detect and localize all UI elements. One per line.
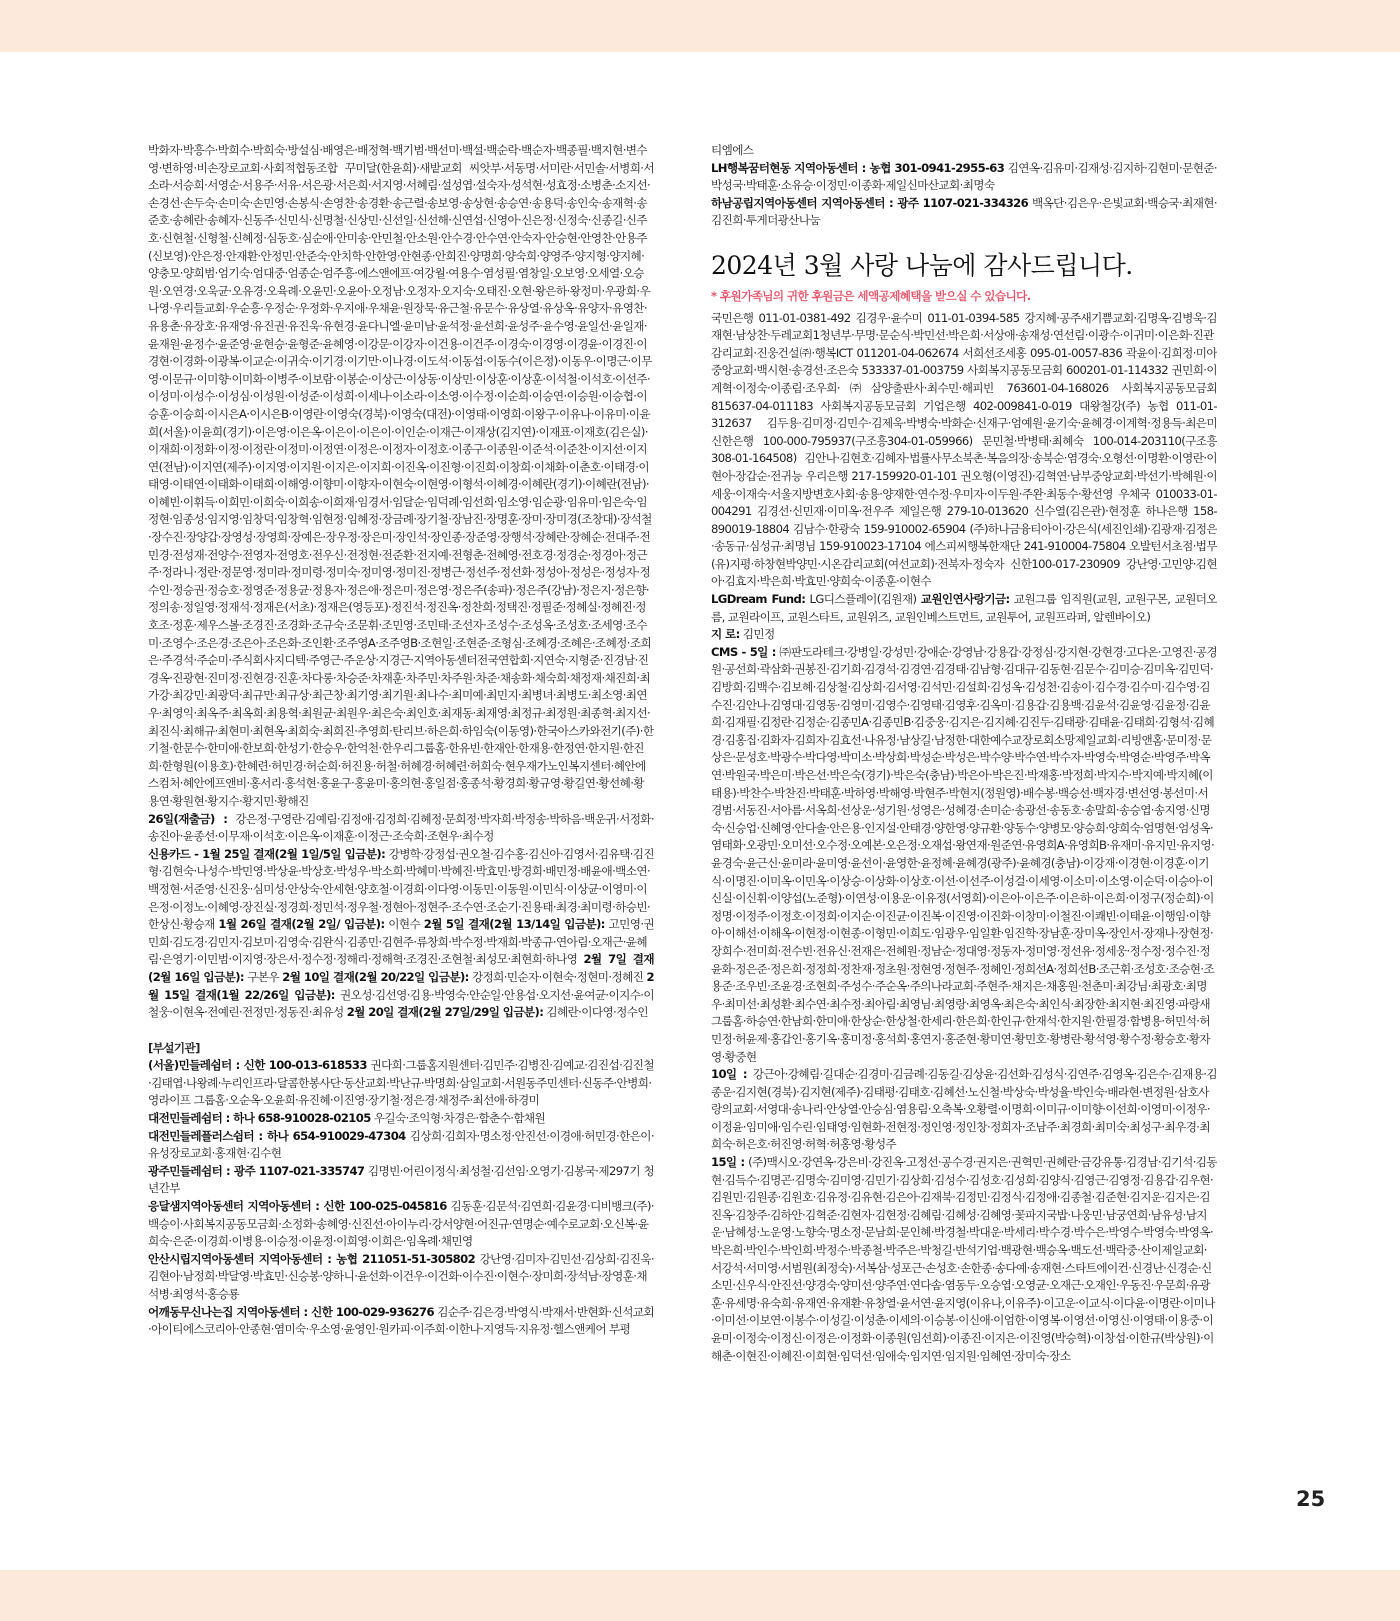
card-label-2: 1월 26일 결재(2월 2일/ 입금분): — [218, 917, 385, 932]
right-donor-column — [711, 142, 1217, 1502]
daejeon-shelter-donors — [148, 1110, 654, 1128]
lg-fund-names: LG디스플레이(김원재) — [809, 592, 917, 607]
reissue-donor-list — [148, 811, 654, 846]
hanam-center-label: 하남공립지역아동센터 지역아동센터 : 광주 1107-021-334326 — [711, 195, 1029, 210]
card-label-3: 2월 5일 결재(2월 13/14일 입금분): — [423, 917, 605, 932]
cms-label: CMS - 5일 : — [711, 644, 776, 659]
day10-label: 10일 : — [711, 1067, 747, 1082]
daejeon-shelter-names: 우길숙·조익형·차경은·함춘수·함채원 — [373, 1111, 546, 1126]
reissue-names: 강은정·구영란·김예림·김정애·김정희·김혜정·문희정·박자희·박정송·박하음·백운귀·서정화·송진아·윤종선·이무재·이석호·이은옥·이재훈·이정근·조숙희·조현우·최수정 — [148, 811, 654, 844]
card-names-6: 권오성·김선영·김용·박영숙·안순일·안용섭·오지선·윤여균·이지수·이철웅·이현옥·전예린·전정민·정동진·최유성 — [148, 987, 654, 1020]
teacher-fund-names: 교원그룹 임직원(교원, 교원구몬, 교원더오름, 교원라이프, 교원스타트, 교원위즈, 교원인베스트먼트, 교원투어, 교원프라퍼, 알렌바이오) — [711, 592, 1217, 624]
fund-donor-list — [711, 591, 1217, 626]
ungdal-center-label: 응달샘지역아동센터 지역아동센터 : 신한 100-025-045816 — [148, 1199, 447, 1214]
day10-names: 강근아·강혜림·길대순·김경미·김금례·김동길·김상윤·김선화·김성식·김연주·김영옥·김은수·김재용·김종운·김지현(경북)·김지현(제주)·김태평·김태호·김혜선·노신철·박상숙·박성율·박인숙·배라현·변정원·삼호사랑의교회·서영대·송나리·안상열·안승심·염용림·오축복·오황렬·이명희·이미규·이미향·이선희·이영미·이정우·이정윤·임미애·임수린·임태영·임현화·전현정·정인영·정인창·정희자·조남주·최경희·최미숙·최성구·최우경·최희숙·허은호·허진영·허혁·허홍영·황성주 — [711, 1067, 1217, 1152]
page-number: 25 — [1296, 1487, 1326, 1511]
section-gap — [148, 1022, 654, 1040]
gwangju-shelter-donors — [148, 1163, 654, 1198]
card-names-1: 강병학·강정섭·권오철·김수홍·김신아·김영서·김유택·김진형·김현숙·나성수·박민영·박상윤·박상호·박성우·박소희·박혜미·박혜진·박효민·방경희·배민정·배윤애·백소연·백정현·서준영·신진웅·심미성·안상숙·안세현·양호철·이경희·이다영·이동민·이동원·이민식·이상균·이영미·이은정·이정노·이혜영·장진실·정경희·정민석·정우철·정현아·정현주·조수연·조순기·진용태·최경·최미령·하승빈·한상신·황승재 — [148, 846, 654, 932]
eoggae-center-names: 김순주·김은경·박영식·박재서·반현화·신석교회·아이티에스코리아·안종현·염미숙·우소영·윤영인·원카피·이주희·이한나·지영득·지유정·헬스앤케어 부평 — [148, 1304, 654, 1337]
lg-fund-label: LGDream Fund: — [711, 592, 806, 607]
lh-center-names: 김연옥·김유미·김재성·김지하·김현미·문현준·박성국·박태훈·소유승·이정민·이종화·제일신마산교회·최명숙 — [711, 160, 1217, 193]
daejeon-plus-label: 대전민들레플러스쉼터 : 하나 654-910029-47304 — [148, 1128, 406, 1143]
continued-text: 티엠에스 — [711, 143, 754, 157]
hanam-center-names: 백옥단·김은우·은빛교회·백승국·최재현·김진희·투게더광산나눔 — [711, 195, 1217, 228]
card-label-6: 2월 15일 결재(1월 22/26일 입금분): — [148, 969, 654, 1002]
day15-label: 15일 : — [711, 1155, 745, 1170]
daejeon-shelter-label: 대전민들레쉼터 : 하나 658-910028-02105 — [148, 1111, 371, 1126]
day15-donor-list — [711, 1154, 1217, 1365]
day15-names: (주)맥시오·강연옥·강은비·강진옥·고정선·공수경·권지은·권혁민·권혜란·금강유통·김경남·김기석·김동현·김득수·김명곤·김명숙·김미영·김민기·김상희·김성수·김성호·김성희·김양식·김영근·김영정·김용갑·김우현·김원민·김원종·김원호·김유정·김유현·김은아·김재북·김정민·김정식·김정애·김종철·김준현·김지운·김지은·김진옥·김창주·김하안·김혁준·김현자·김현정·김혜림·김혜성·김혜영·꽃파지국밥·나웅민·남궁연희·남유성·남지운·남혜성·노운영·노향숙·명소정·문남희·문인혜·박경철·박대운·박세리·박수경·박수은·박영수·박영숙·박영옥·박은희·박인수·박인희·박정수·박종철·박주은·박청길·반석기업·백광현·백승옥·백도선·백락중·산이제일교회·서강석·서미영·서범원(최정숙)·서복삼·성포근·손성호·손한종·송다예·송재현·스타트에이컨·신경난·신경순·신소민·신우식·안진선·양경숙·양미선·양주연·연다솜·염동두·오승엽·오영균·오재근·오재인·우동진·우문희·유광훈·유세명·유숙희·유재연·유재환·유창열·윤서연·윤지영(이유나,이유주)·이고운·이교식·이다윤·이명란·이미나·이미선·이보연·이봉수·이성길·이성춘·이세의·이승봉·이신애·이엄한·이영복·이영선·이영신·이영태·이용중·이윤미·이정숙·이정신·이정은·이정화·이종원(임선희)·이종진·이지은·이진영(박승혁)·이창섭·이한규(박상원)·이해춘·이현진·이혜진·이희현·임덕선·임애숙·임지연·임지원·임혜연·장미숙·장소 — [711, 1155, 1217, 1363]
ansan-center-names: 강난영·김미자·김민선·김상희·김진욱·김현아·남정희·박달영·박효민·신승봉·양하니·윤선화·이건우·이건화·이수진·이현수·장미희·장석남·장영훈·채석병·최영석·홍승룡 — [148, 1251, 654, 1301]
reissue-label: 26일(재출금) : — [148, 811, 228, 826]
cms-names: ㈜판도라테크·강병일·강성민·강애순·강영남·강용갑·강정심·강지현·강현경·고다온·고영진·공경원·공선희·곽삼화·권봉진·김기희·김경석·김경연·김경태·김남형·김대규·김동현·김문수·김미승·김미옥·김민덕·김방희·김백수·김보혜·김상철·김상희·김서영·김석민·김설희·김성옥·김성천·김송이·김수경·김수미·김수영·김수진·김안나·김영대·김영동·김영미·김영수·김영태·김영후·김옥미·김용갑·김용백·김윤석·김윤영·김윤정·김윤희·김재필·김정란·김정순·김종민A·김종민B·김중웅·김지은·김지혜·김진두·김태광·김태윤·김태희·김형석·김혜경·김홍집·김화자·김희자·김효선·나유정·남상길·남정한·대한예수교장로회소망제일교회·리빙앤홈·문미정·문상은·문성호·박광수·박다영·박미소·박상희·박성순·박성은·박수양·박수연·박수자·박영숙·박영순·박영주·박옥연·박원국·박은미·박은선·박은숙(경기)·박은숙(충남)·박은아·박은진·박재홍·박정희·박지수·박지예·박지혜(이태용)·박찬수·박찬진·박태훈·박하영·박해영·박현주·박현지(정원영)·배수봉·백승선·백자경·변선영·봉선미·서경범·서동진·서아름·서옥희·선상운·성기원·성영은·성혜경·손미순·송광선·송동호·송말희·송승엽·송지영·신명숙·신승업·신혜영·안다솔·안은용·인지설·안태경·양한영·양규환·양동수·양병모·양승희·양희숙·엄명현·엄성옥·염태화·오광민·오미선·오수정·오예본·오은정·오재섭·왕연재·원준연·유영희A·유영희B·유재미·유지민·유지영·윤경숙·윤근신·윤미라·윤미영·윤선이·윤영한·윤정혜·윤혜경(광주)·윤혜경(충남)·이강재·이경현·이경훈·이기식·이명진·이미옥·이민옥·이상승·이상화·이상호·이선·이선주·이성걸·이세영·이소미·이소영·이순덕·이승아·이신실·이신휘·이양섭(노준형)·이연성·이용운·이유정(서영희)·이은아·이은주·이은하·이은희·이정구(정순희)·이정명·이정주·이정호·이정희·이지순·이진균·이진복·이진영·이진화·이창미·이철진·이쾌빈·이태윤·이행임·이향아·이해선·이해옥·이현정·이현종·이형민·이희도·임광우·임일환·임진학·장남훈·장미옥·장인서·장재나·장현정·장희수·전미희·전수빈·전유신·전재은·전혜원·정남순·정대영·정동자·정미영·정선유·정세웅·정수정·정수진·정윤화·정은준·정은희·정정희·정찬재·정초원·정현영·정현주·정혜인·정희선A·정희선B·조근휘·조성호·조승현·조용준·조우빈·조윤경·조현희·주성수·주순옥·주의나라교회·주현주·채지은·채홍원·천춘미·최강님·최광호·최명우·최미선·최성환·최수연·최수정·최아림·최영님·최영랑·최영옥·최은숙·최인식·최장한·최지현·최진영·파랑새그룹홈·하승연·한남희·한미애·한상순·한상철·한세리·한은희·한인규·한재석·한지원·한필경·함병용·허민석·허민정·허윤제·홍갑인·홍기옥·홍미정·홍석희·홍연지·홍준현·황미연·황민호·황병란·황석영·황수정·황승호·황자영·황중현 — [711, 644, 1217, 1064]
card-label-7: 2월 20일 결재(2월 27일/29일 입금분): — [346, 1005, 544, 1020]
eoggae-center-donors — [148, 1304, 654, 1339]
affiliated-section-title: [부설기관] — [148, 1040, 200, 1055]
donor-list-continued: 박화자·박흥수·박희수·박희숙·방설심·배영은·배정혁·백기범·백선미·백설·백순락·백순자·백종필·백지현·변수영·변하영·비손장로교회·사회적협동조합 꾸미달(한윤희)·새밭교회 씨앗부·서동명·서미란·서민솔·서병희·서소라·서승희·서영순·서용주·서유·서은광·서은희·서지영·서혜림·설성엽·설숙자·성석현·성효정·소병춘·소지선·손경선·손두숙·손미숙·손민영·손봉식·손영찬·송경환·송근렬·송보영·송상현·송승연·송용덕·송인숙·송재혁·송준호·송혜란·송혜자·신동주·신민식·신명철·신상민·신선일·신선해·신연섭·신영아·신은정·신정숙·신종길·신주호·신현철·신형철·신혜정·심동호·심순애·안미송·안민철·안소원·안수경·안수연·안숙자·안승현·안영찬·안용주(신보영)·안은정·안재환·안정민·안준숙·안치학·안한영·안현종·안희진·양명희·양숙희·양영주·양지형·양지혜·양충모·양희범·엄기숙·엄대중·엄종순·엄주흥·에스앤에프·여강월·여용수·염성필·염창일·오보영·오세열·오승원·오연경·오욱균·오유경·오육례·오윤민·오윤아·오정남·오정자·오지숙·오태진·오현·왕은하·왕정미·우광희·우나영·우리들교회·우순흥·우정순·우정화·우지애·우채윤·원장묵·유근철·유문수·유상열·유상옥·유양자·유영찬·유용춘·유장호·유재영·유진권·유진욱·유현경·윤다니엘·윤미남·윤석정·윤선희·윤성주·윤수영·윤일선·윤일재·윤재원·윤정수·윤준영·윤현승·윤형준·윤혜영·이강문·이강자·이건용·이건주·이경숙·이경영·이경윤·이경진·이경현·이경화·이광복·이교순·이귀숙·이기경·이기만·이나경·이도석·이동섭·이동수(이은정)·이동우·이명근·이무영·이문규·이미향·이미화·이병주·이보람·이봉순·이상근·이상동·이상민·이상훈·이상훈·이석철·이석호·이선주·이성미·이성수·이성심·이성원·이성준·이성희·이세나·이소라·이소영·이수정·이순희·이승연·이승원·이승협·이승훈·이승희·이시은A·이시은B·이영란·이영숙(경북)·이영숙(대전)·이영태·이영희·이왕구·이유나·이유미·이윤희(서울)·이윤희(경기)·이은영·이은옥·이은이·이은이·이인순·이재근·이재상(김지연)·이재표·이재호(김은실)·이재희·이정화·이정·이정란·이정미·이정연·이정은·이정자·이정호·이종구·이종원·이준석·이준찬·이지선·이지연(전남)·이지연(제주)·이지영·이지원·이지은·이지희·이진옥·이진형·이진희·이창희·이채화·이춘호·이태경·이태영·이태연·이태화·이태희·이해영·이향미·이향자·이현숙·이현영·이형석·이혜경·이혜란(경기)·이혜란(전남)·이혜빈·이휘득·이희민·이희숙·이희송·이희재·임경서·임달순·임덕례·임선희·임소영·임순광·임유미·임은숙·임정현·임종성·임지영·임창덕·임창혁·임현정·임혜정·장금례·장기철·장남진·장명훈·장미·장미경(조창대)·장석철·장수진·장양갑·장영성·장영희·장예은·장우정·장은미·장인석·장인종·장준영·장행석·장혜란·장혜순·전대주·전민경·전성재·전양수·전영자·전영호·전우신·전정현·전준환·전지예·전형춘·전혜영·전호경·정경순·정경아·정근주·정라니·정란·정문영·정미라·정미령·정미숙·정미영·정미진·정병근·정선주·정선화·정성아·정성은·정성자·정수인·정승권·정승호·정영준·정용균·정용자·정은애·정은미·정은영·정은주(송파)·정은주(강남)·정은지·정은향·정의송·정일영·정재석·정재은(서초)·정재은(영등포)·정진석·정진옥·정찬희·정택진·정필준·정혜실·정혜진·정호조·정훈·제우스볼·조경진·조경화·조규숙·조문휘·조민영·조민태·조선자·조성수·조성옥·조성호·조세영·조수미·조영수·조은경·조은아·조은화·조인환·조주영A·조주영B·조현일·조현준·조형심·조혜경·조혜은·조혜정·조희은·주경석·주순미·주식회사지디텍·주영근·주운상·지경근·지역아동센터전국연합회·지연숙·지형준·진경남·진경옥·진광현·진미정·진현경·진훈·차다롱·차승준·차재훈·차주민·차주원·차준·채송화·채숙희·채정재·채진희·최가강·최강민·최광덕·최규만·최규상·최근창·최기영·최기원·최나수·최미예·최민지·최병녀·최병도·최소영·최연우·최영익·최옥주·최옥희·최용혁·최원균·최원우·최은숙·최인호·최재동·최재영·최정규·최정원·최종혁·최지선·최진식·최해규·최현미·최현옥·최희숙·최희진·추영희·탄리브·하은희·하임숙(이동영)·한국아스카와전기(주)·한기철·한문수·한미애·한보희·한성기·한승우·한억천·한우리그룹홈·한유빈·한재안·한재용·한정연·한지원·한진희·한형원(이용호)·한혜련·허민경·허순희·허진용·허철·허혜경·허혜련·허희숙·현우재가노인복지센터·혜안에스컴처·혜안에프앤비·홍서리·홍석현·홍윤구·홍윤미·홍의현·홍일점·홍종석·황경희·황규영·황길연·황선혜·황용연·황원현·황지수·황지민·황해진 — [148, 143, 654, 808]
card-label-4: 2월 7일 결재(2월 16일 입금분): — [148, 952, 654, 984]
day10-donor-list — [711, 1066, 1217, 1154]
card-names-7: 김혜란·이다영·정수인 — [546, 1005, 648, 1020]
seoul-shelter-donors — [148, 1057, 654, 1110]
lh-center-label: LH행복꿈터현동 지역아동센터 : 농협 301-0941-2955-63 — [711, 160, 1005, 175]
eoggae-center-label: 어깨동무신나는집 지역아동센터 : 신한 100-029-936276 — [148, 1304, 434, 1319]
bank-donor-list: 국민은행 011-01-0381-492 김경우·윤수미 011-01-0394-585 강지혜·공주새기쁨교회·김명옥·김병욱·김재현·남상찬·두레교회1청년부·무명·문순식·박민선·박은희·서상애·송재성·연선림·이광수·이귀미·이은화·진관감리교회·진웅건설㈜·행복ICT 011201-04-062674 서희선조세홍 095-01-0057-836 곽윤이·김희정·미아중앙교회·백시현·송경선·조은숙 533337-01-003759 사회복지공동모금회 600201-01-114332 권민희·이계혁·이정숙·이종림·조우희·㈜삼양출판사·최수민·해피빈 763601-04-168026 사회복지공동모금회 815637-04-011183 사회복지공동모금회 기업은행 402-009841-0-019 대왕철강(주) 농협 011-01- 312637 김두용·김미정·김민수·김제욱·박병숙·박화순·신재구·엄예원·윤기숙·윤혜경·이계혁·정용득·최은미 신한은행 100-000-795937(구조흥304-01-059966) 문민철·박병태·최혜숙 100-014-203110(구조흥308-01-164508) 김안나·김현호·김혜자·법률사무소북촌·복음의장·송북순·염경숙·오형선·이명환·이영란·이현아·장갑순·전귀능 우리은행 217-159920-01-101 권오형(이영진)·김혁연·남부중앙교회·박선기·박혜원·이세웅·이재숙·서울지방변호사회·송용·양재한·연수정·우미자·이두원·주완·최동수·황선영 우체국 010033-01-004291 김경선·신민재·이미옥·전우주 제일은행 279-10-013620 신수열(김은관)·현정훈 하나은행 158-890019-18804 김남수·한광숙 159-910002-65904 (주)하나금융티아이·강은식(세진인쇄)·김광재·김정은·송동규·심성규·최명님 159-910023-17104 에스피씨행복한재단 241-910004-75804 오발턴서초점·법무(유)지평·하창현박양민·시온감리교회(여선교회)·전북자·정숙자 신한100-017-230909 강난영·고민양·김현아·김효지·박은희·박효민·양희숙·이종훈·이현수 — [711, 310, 1217, 589]
bottom-decorative-band — [0, 1570, 1400, 1621]
left-donor-column — [148, 142, 654, 1492]
hanam-center-donors — [711, 195, 1217, 230]
gwangju-shelter-names: 김명빈·어린이정식·최성철·김선임·오영기·김봉국·제297기 청년간부 — [148, 1163, 654, 1196]
daejeon-plus-names: 김상희·김희자·명소정·안진선·이경애·허민경·한은이·유성장로교회·홍재현·김수현 — [148, 1128, 654, 1161]
card-label-1: 신용카드 - 1월 25일 결재(2월 1일/5일 입금분): — [148, 846, 386, 861]
giro-names: 김민정 — [742, 627, 775, 642]
ansan-center-donors — [148, 1251, 654, 1304]
card-names-4: 구본우 — [247, 969, 280, 984]
tax-deduction-notice: * 후원가족님의 귀한 후원금은 세액공제혜택을 받으실 수 있습니다. — [711, 288, 1031, 303]
top-decorative-band — [0, 0, 1400, 52]
card-label-5: 2월 10일 결재(2월 20/22일 입금분): — [282, 969, 469, 984]
ansan-center-label: 안산시립지역아동센터 지역아동센터 : 농협 211051-51-305802 — [148, 1251, 476, 1266]
teacher-fund-label: 교원인연사랑기금: — [920, 592, 1010, 607]
seoul-shelter-names: 권다희·그룹홈지원센터·김민주·김병진·김예교·김진섭·김진철·김태엽·나왕례·누리인프라·달콤한봉사단·동산교회·박난규·박명희·삼일교회·서원동주민센터·신동주·안병희·영라이프 그룹홈·오순옥·오윤희·유진혜·이진영·장기철·정은경·채정주·최선애·하경미 — [148, 1058, 654, 1108]
cms-donor-list — [711, 644, 1217, 1066]
ungdal-center-names: 김동훈·김문석·김연희·김윤경·디비뱅크(주)·백승이·사회복지공동모금회·소정화·송혜영·신진선·아이누리·강서양현·어진규·연명순·예수로교회·오신복·윤희숙·은준·이경희·이병용·이승정·이윤정·이희영·이희은·임옥례·채민영 — [148, 1199, 654, 1249]
card-names-3: 고민영·권민희·김도경·김민지·김보미·김영숙·김완식·김종민·김현주·류창희·박수정·박재희·박종규·연아림·오재근·윤혜림·은영기·이민범·이지영·장은서·정수정·정해리·정해혁·조경진·조현철·최성모·최현희·하나영 — [148, 917, 654, 967]
gwangju-shelter-label: 광주민들레쉼터 : 광주 1107-021-335747 — [148, 1163, 365, 1178]
daejeon-plus-shelter-donors — [148, 1128, 654, 1163]
card-names-2: 이현수 — [388, 917, 421, 932]
ungdal-center-donors — [148, 1198, 654, 1251]
giro-donor-list — [711, 626, 1217, 644]
giro-label: 지 로: — [711, 627, 740, 642]
section-heading: 2024년 3월 사랑 나눔에 감사드립니다. — [711, 250, 1133, 280]
card-donor-list — [148, 846, 654, 1022]
card-names-5: 강정희·민순자·이현숙·정현미·정혜진 — [471, 969, 644, 984]
lh-center-donors — [711, 160, 1217, 195]
seoul-shelter-label: (서울)민들레쉼터 : 신한 100-013-618533 — [148, 1058, 367, 1073]
